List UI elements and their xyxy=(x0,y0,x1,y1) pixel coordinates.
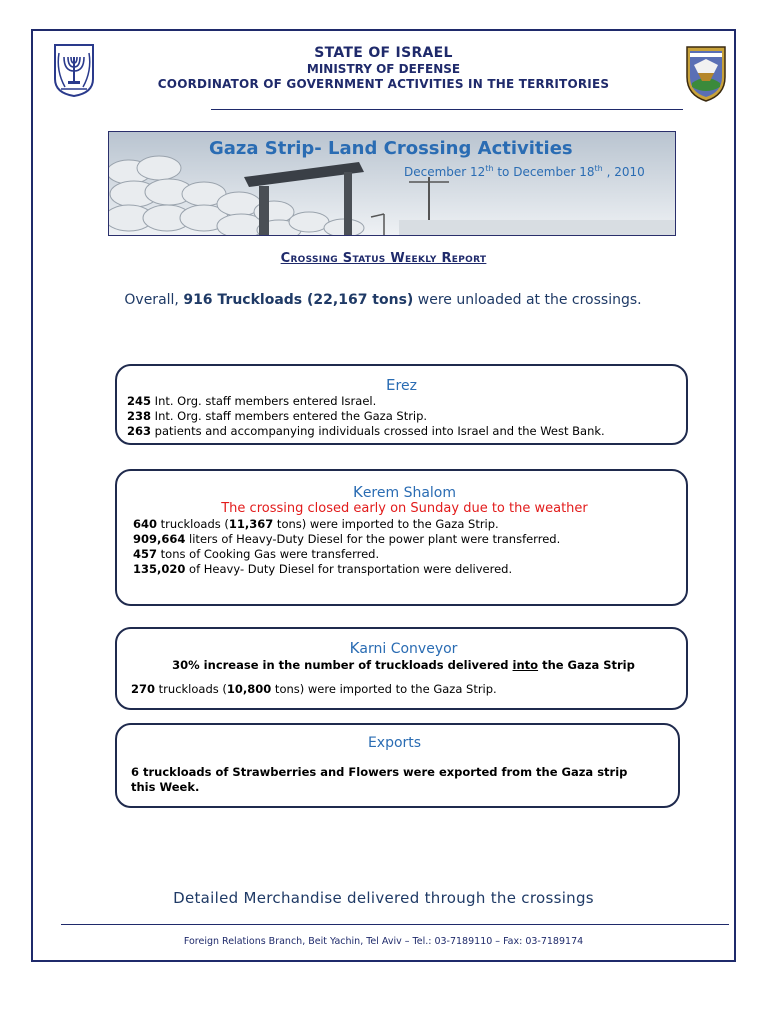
kerem-line-text: tons) were imported to the Gaza Strip. xyxy=(273,517,499,531)
erez-title-rest: rez xyxy=(395,378,417,394)
kerem-line-number: 909,664 xyxy=(133,532,186,546)
banner xyxy=(108,131,676,236)
banner-title: Gaza Strip- Land Crossing Activities xyxy=(209,138,573,159)
karni-line-tons: 10,800 xyxy=(226,682,272,696)
karni-title-cap: K xyxy=(349,639,360,657)
erez-line-number: 263 xyxy=(127,424,152,438)
kerem-title-rest: erem Shalom xyxy=(362,485,457,501)
kerem-line-text: tons of Cooking Gas were transferred. xyxy=(157,547,380,561)
kerem-line xyxy=(133,547,676,562)
exports-text: 6 truckloads of Strawberries and Flowers were exported from the Gaza strip this Week. xyxy=(131,765,628,794)
karni-title-rest: arni Conveyor xyxy=(359,641,458,657)
erez-line-number: 238 xyxy=(127,409,152,423)
footer-address: Foreign Relations Branch, Beit Yachin, Tel Aviv – Tel.: 03-7189110 – Fax: 03-7189174 xyxy=(183,936,584,947)
overall-total: 916 Truckloads (22,167 tons) xyxy=(183,292,414,308)
report-title: Crossing Status Weekly Report xyxy=(280,251,487,266)
erez-box xyxy=(115,364,688,445)
merchandise-heading: Detailed Merchandise delivered through the crossings xyxy=(173,889,594,907)
kerem-line-tons: 11,367 xyxy=(228,517,274,531)
kerem-line-text: liters of Heavy-Duty Diesel for the power plant were transferred. xyxy=(185,532,561,546)
karni-headline-underlined: into xyxy=(512,658,539,672)
karni-headline xyxy=(131,657,676,673)
exports-box xyxy=(115,723,680,808)
erez-line-text: Int. Org. staff members entered Israel. xyxy=(151,394,377,408)
date-year: , 2010 xyxy=(602,165,645,179)
erez-line xyxy=(127,424,676,439)
overall-prefix: Overall, xyxy=(124,292,184,308)
kerem-line-number: 457 xyxy=(133,547,158,561)
karni-line-number: 270 xyxy=(131,682,156,696)
kerem-shalom-title xyxy=(133,483,676,501)
erez-line-text: patients and accompanying individuals crossed into Israel and the West Bank. xyxy=(151,424,605,438)
overall-summary xyxy=(113,291,653,310)
date-start-suffix: th xyxy=(485,164,494,173)
banner-dates xyxy=(404,164,645,179)
kerem-shalom-notice: The crossing closed early on Sunday due to the weather xyxy=(221,501,588,516)
erez-line xyxy=(127,394,676,409)
date-start: December 12 xyxy=(404,165,486,179)
letterhead-ministry: MINISTRY OF DEFENSE xyxy=(306,62,461,76)
karni-conveyor-box xyxy=(115,627,688,710)
erez-line-number: 245 xyxy=(127,394,152,408)
karni-headline-text: the Gaza Strip xyxy=(538,658,635,672)
kerem-line-text: of Heavy- Duty Diesel for transportation were delivered. xyxy=(185,562,513,576)
kerem-line-text: truckloads ( xyxy=(157,517,229,531)
page-frame xyxy=(31,29,736,962)
karni-line-text: tons) were imported to the Gaza Strip. xyxy=(271,682,497,696)
kerem-line xyxy=(133,517,676,532)
exports-title: Exports xyxy=(367,735,422,751)
erez-line-text: Int. Org. staff members entered the Gaza Strip. xyxy=(151,409,428,423)
kerem-line xyxy=(133,562,676,577)
footer-divider xyxy=(61,924,729,925)
overall-suffix: were unloaded at the crossings. xyxy=(413,292,642,308)
date-end: to December 18 xyxy=(493,165,595,179)
karni-title xyxy=(131,639,676,657)
karni-line xyxy=(131,682,676,697)
letterhead-cogat: COORDINATOR OF GOVERNMENT ACTIVITIES IN THE TERRITORIES xyxy=(157,77,610,91)
erez-title-cap: E xyxy=(386,376,396,394)
header-divider xyxy=(211,109,683,110)
cogat-shield-icon xyxy=(684,43,728,103)
erez-line xyxy=(127,409,676,424)
kerem-title-cap: K xyxy=(352,483,363,501)
date-end-suffix: th xyxy=(594,164,603,173)
letterhead xyxy=(33,45,734,91)
letterhead-state: STATE OF ISRAEL xyxy=(314,45,453,61)
erez-title xyxy=(127,376,676,394)
kerem-line xyxy=(133,532,676,547)
kerem-shalom-box xyxy=(115,469,688,606)
karni-line-text: truckloads ( xyxy=(155,682,227,696)
kerem-line-number: 640 xyxy=(133,517,158,531)
karni-headline-text: 30% increase in the number of truckloads delivered xyxy=(172,658,513,672)
kerem-line-number: 135,020 xyxy=(133,562,186,576)
